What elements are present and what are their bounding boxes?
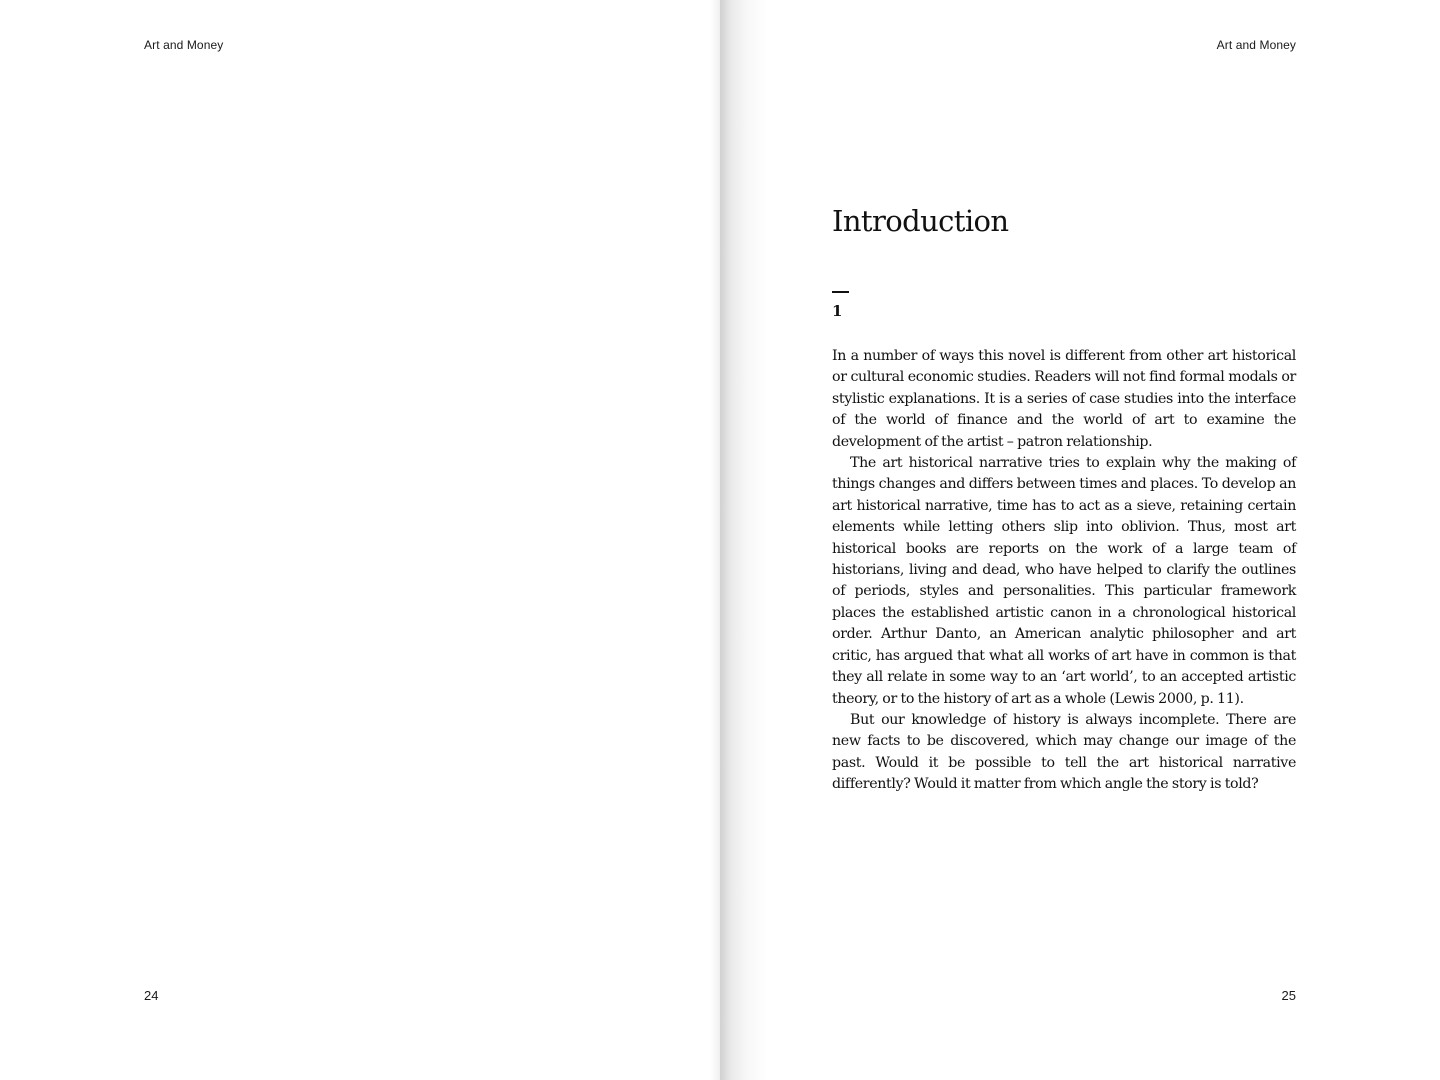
gutter-shadow [720,0,768,1080]
section-number: 1 [832,302,843,320]
paragraph: In a number of ways this novel is different from other art historical or cultural economic studies. Readers will not find formal modals or stylistic explanations. It is a series of case studies into the interface of the world of finance and the world of art to examine the development of the artist – patron relationship. [832,348,1296,450]
paragraph: But our knowledge of history is always incomplete. There are new facts to be discovered, which may change our image of the past. Would it be possible to tell the art historical narrative differently? Would it matter from which angle the story is told? [832,711,1296,793]
running-head: Art and Money [1216,38,1296,52]
gutter-shadow [710,0,720,1080]
paragraph: The art historical narrative tries to explain why the making of things changes and differs between times and places. To develop an art historical narrative, time has to act as a sieve, retaining certain elements while letting others slip into oblivion. Thus, most art historical books are reports on the work of a large team of historians, living and dead, who have helped to clarify the outlines of periods, styles and personalities. This particular framework places the established artistic canon in a chronological historical order. Arthur Danto, an American analytic philosopher and art critic, has argued that what all works of art have in common is that they all relate in some way to an ‘art world’, to an accepted artistic theory, or to the history of art as a whole (Lewis 2000, p. 11). [832,455,1296,707]
right-page [720,0,1440,1080]
page-number: 24 [144,988,159,1003]
section-rule [832,291,849,293]
body-text [832,346,1296,796]
chapter-title: Introduction [832,204,1009,238]
page-number: 25 [1281,988,1296,1003]
running-head: Art and Money [144,38,224,52]
